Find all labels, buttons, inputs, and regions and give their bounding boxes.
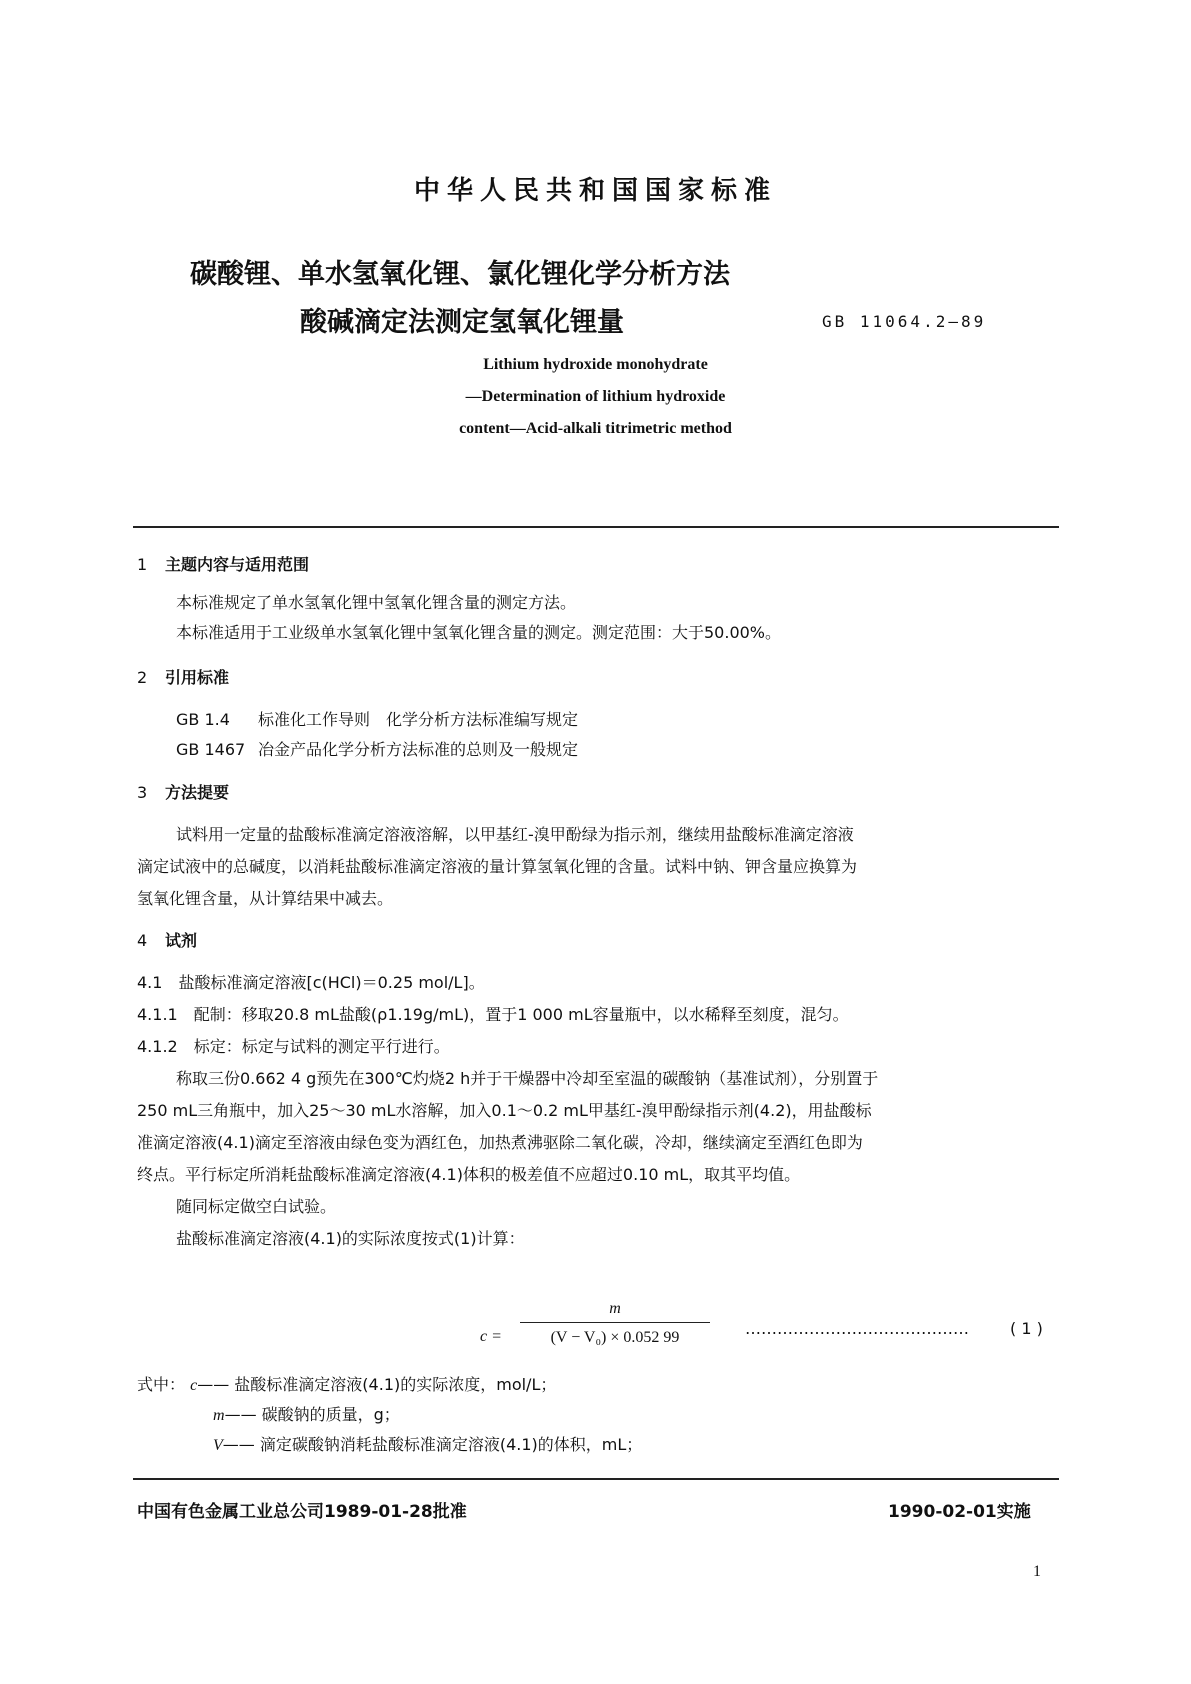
where-text: —— 滴定碳酸钠消耗盐酸标准滴定溶液(4.1)的体积，mL； <box>222 1435 643 1454</box>
english-title-line: content—Acid-alkali titrimetric method <box>459 420 732 437</box>
formula-leader-dots: …………………………………… <box>745 1319 969 1338</box>
formula-denominator: (V − V₀) × 0.052 99 <box>520 1322 710 1347</box>
where-label: 式中： <box>137 1375 186 1394</box>
formula-number: ( 1 ) <box>1010 1319 1043 1338</box>
title-line-2: 酸碱滴定法测定氢氧化锂量 <box>300 307 624 338</box>
section-heading-4 <box>137 928 197 951</box>
formula-fraction <box>520 1300 710 1347</box>
paragraph-line: 终点。平行标定所消耗盐酸标准滴定溶液(4.1)体积的极差值不应超过0.10 mL，取其平均值。 <box>137 1165 801 1184</box>
header-divider <box>133 526 1059 528</box>
where-symbol: V <box>213 1437 223 1454</box>
where-row <box>137 1372 556 1395</box>
paragraph-line: 250 mL三角瓶中，加入25～30 mL水溶解，加入0.1～0.2 mL甲基红-溴甲酚绿指示剂(4.2)，用盐酸标 <box>137 1101 872 1120</box>
footer-divider <box>133 1478 1059 1480</box>
clause-4-1-2: 4.1.2 标定：标定与试料的测定平行进行。 <box>137 1037 450 1056</box>
page-number: 1 <box>1033 1563 1041 1580</box>
section-title: 引用标准 <box>165 668 230 687</box>
reference-text: 标准化工作导则 化学分析方法标准编写规定 <box>258 710 579 729</box>
section-number: 4 <box>137 931 148 950</box>
standard-number: GB 11064.2—89 <box>822 312 987 331</box>
where-row <box>213 1432 642 1455</box>
section-title: 方法提要 <box>165 783 230 802</box>
paragraph-line: 准滴定溶液(4.1)滴定至溶液由绿色变为酒红色，加热煮沸驱除二氧化碳，冷却，继续滴定至酒红色即为 <box>137 1133 863 1152</box>
where-symbol: m <box>213 1407 225 1424</box>
section-title: 主题内容与适用范围 <box>165 555 310 574</box>
clause-4-1-1: 4.1.1 配制：移取20.8 mL盐酸(ρ1.19g/mL)，置于1 000 mL容量瓶中，以水稀释至刻度，混匀。 <box>137 1005 849 1024</box>
paragraph-line: 氢氧化锂含量，从计算结果中减去。 <box>137 889 394 908</box>
reference-code: GB 1.4 <box>176 710 230 729</box>
paragraph: 随同标定做空白试验。 <box>176 1197 337 1216</box>
section-heading-1 <box>137 552 309 575</box>
paragraph: 本标准适用于工业级单水氢氧化锂中氢氧化锂含量的测定。测定范围：大于50.00%。 <box>176 623 782 642</box>
reference-text: 冶金产品化学分析方法标准的总则及一般规定 <box>258 740 579 759</box>
formula-lhs: c = <box>480 1328 502 1345</box>
reference-item <box>176 737 578 760</box>
implementation-line: 1990-02-01实施 <box>888 1502 1031 1522</box>
where-text: —— 碳酸钠的质量，g； <box>224 1405 400 1424</box>
paragraph-line: 称取三份0.662 4 g预先在300℃灼烧2 h并于干燥器中冷却至室温的碳酸钠（基准试剂），分别置于 <box>176 1069 879 1088</box>
clause-4-1: 4.1 盐酸标准滴定溶液[c(HCl)＝0.25 mol/L]。 <box>137 973 485 992</box>
section-number: 1 <box>137 555 148 574</box>
section-heading-2 <box>137 665 229 688</box>
paragraph-line: 试料用一定量的盐酸标准滴定溶液溶解，以甲基红-溴甲酚绿为指示剂，继续用盐酸标准滴定溶液 <box>176 825 854 844</box>
where-row <box>213 1402 400 1425</box>
section-number: 3 <box>137 783 148 802</box>
reference-item <box>176 707 578 730</box>
national-standard-heading: 中华人民共和国国家标准 <box>413 176 777 206</box>
paragraph-line: 滴定试液中的总碱度，以消耗盐酸标准滴定溶液的量计算氢氧化锂的含量。试料中钠、钾含量应换算为 <box>137 857 858 876</box>
approval-line: 中国有色金属工业总公司1989-01-28批准 <box>137 1502 467 1522</box>
paragraph: 盐酸标准滴定溶液(4.1)的实际浓度按式(1)计算： <box>176 1229 525 1248</box>
where-text: —— 盐酸标准滴定溶液(4.1)的实际浓度，mol/L； <box>197 1375 557 1394</box>
section-number: 2 <box>137 668 148 687</box>
english-title-line: Lithium hydroxide monohydrate <box>483 356 708 373</box>
section-title: 试剂 <box>165 931 198 950</box>
formula-numerator: m <box>609 1300 621 1317</box>
section-heading-3 <box>137 780 229 803</box>
paragraph: 本标准规定了单水氢氧化锂中氢氧化锂含量的测定方法。 <box>176 593 577 612</box>
reference-code: GB 1467 <box>176 740 246 759</box>
english-title-line: —Determination of lithium hydroxide <box>465 388 726 405</box>
where-symbol: c <box>190 1377 198 1394</box>
title-line-1: 碳酸锂、单水氢氧化锂、氯化锂化学分析方法 <box>190 259 730 290</box>
